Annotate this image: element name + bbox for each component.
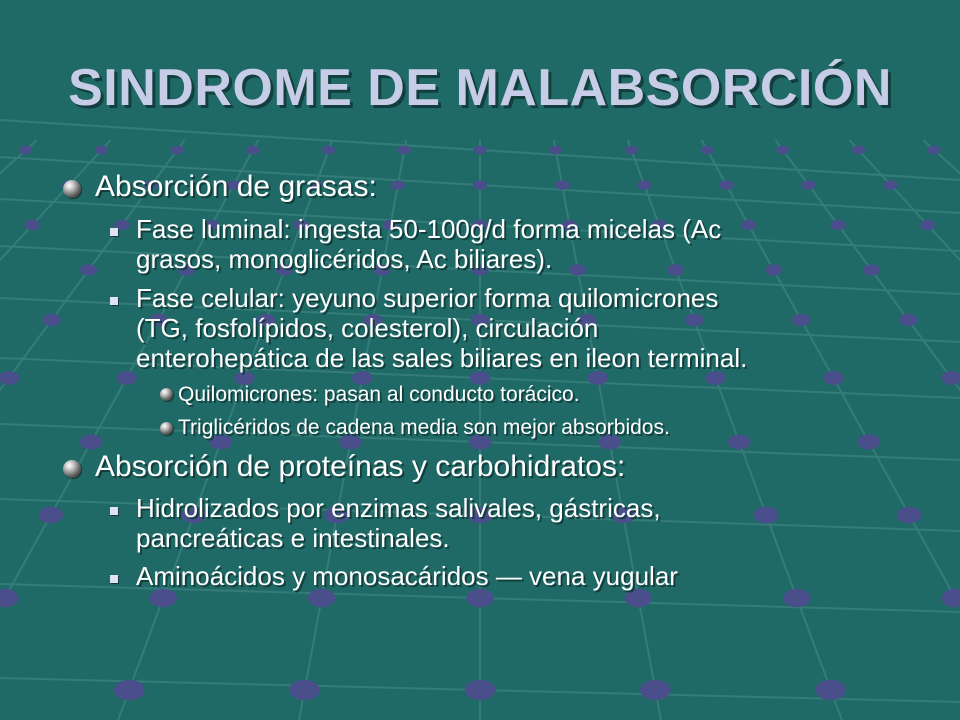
bullet-absorcion-proteinas-carbohidratos: Absorción de proteínas y carbohidratos: bbox=[95, 450, 626, 483]
sub-bullet-aminoacidos: Aminoácidos y monosacáridos — vena yugular bbox=[136, 561, 678, 591]
sub-sub-bullet-trigliceridos: Triglicéridos de cadena media son mejor absorbidos. bbox=[178, 416, 670, 439]
sub-bullet-hidrolizados-line1: Hidrolizados por enzimas salivales, gástricas, bbox=[136, 493, 661, 523]
sphere-bullet-icon bbox=[160, 388, 173, 401]
sub-bullet-fase-celular-line1: Fase celular: yeyuno superior forma quilomicrones bbox=[136, 283, 719, 313]
sub-bullet-fase-luminal-line1: Fase luminal: ingesta 50-100g/d forma micelas (Ac bbox=[136, 214, 722, 244]
sub-sub-bullet-quilomicrones: Quilomicrones: pasan al conducto torácico. bbox=[178, 383, 580, 406]
sphere-bullet-icon bbox=[63, 180, 81, 198]
sub-bullet-hidrolizados-line2: pancreáticas e intestinales. bbox=[136, 523, 450, 553]
square-bullet-icon bbox=[110, 297, 118, 305]
bullet-absorcion-grasas: Absorción de grasas: bbox=[95, 170, 377, 203]
sphere-bullet-icon bbox=[63, 460, 81, 478]
square-bullet-icon bbox=[110, 575, 118, 583]
sphere-bullet-icon bbox=[160, 422, 173, 435]
sub-bullet-fase-celular-line3: enterohepática de las sales biliares en ileon terminal. bbox=[136, 343, 748, 373]
square-bullet-icon bbox=[110, 228, 118, 236]
sub-bullet-fase-luminal-line2: grasos, monoglicéridos, Ac biliares). bbox=[136, 244, 553, 274]
square-bullet-icon bbox=[110, 507, 118, 515]
slide-title: SINDROME DE MALABSORCIÓN bbox=[68, 59, 892, 117]
sub-bullet-fase-celular-line2: (TG, fosfolípidos, colesterol), circulación bbox=[136, 313, 599, 343]
